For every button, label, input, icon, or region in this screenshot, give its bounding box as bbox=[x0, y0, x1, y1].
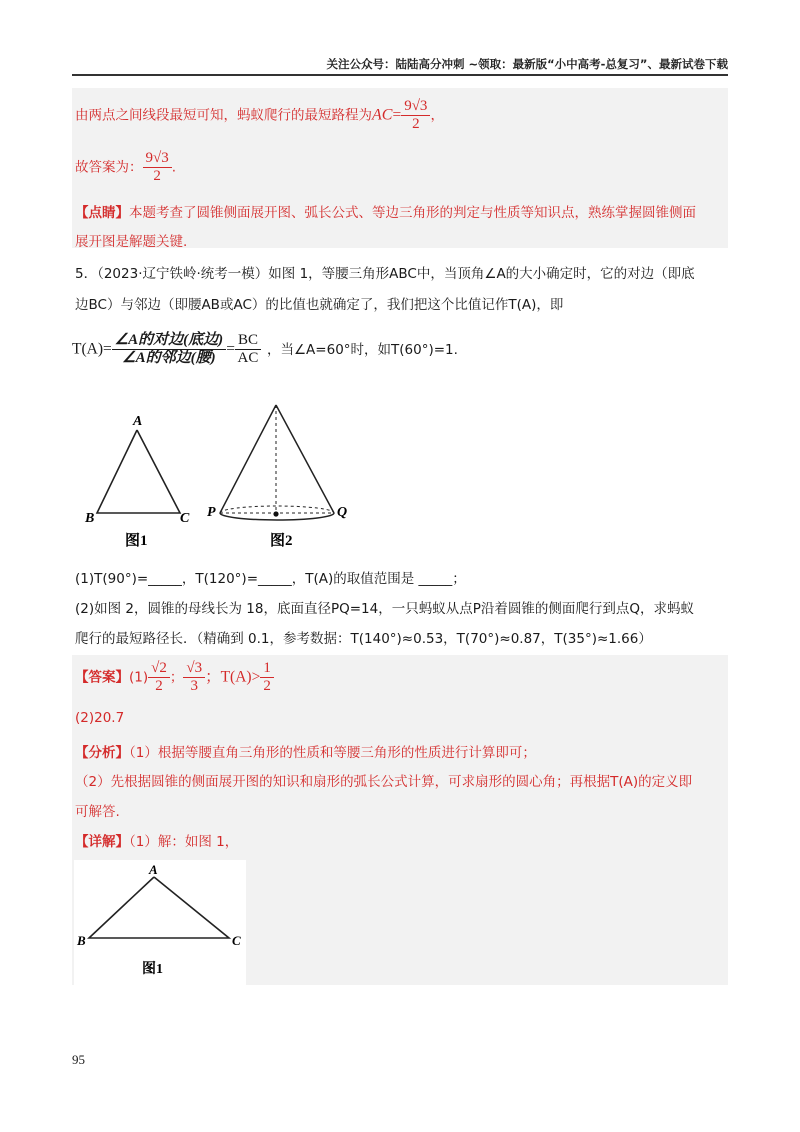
detail-text-1: （1）解：如图 1， bbox=[129, 834, 239, 850]
figure2-cone bbox=[207, 405, 347, 549]
triangle-outline bbox=[97, 430, 180, 513]
solution-figure-vertex-b: B bbox=[77, 933, 86, 948]
analysis-text-1: （1）根据等腰直角三角形的性质和等腰三角形的性质进行计算即可； bbox=[129, 745, 536, 761]
header-rule bbox=[72, 74, 728, 76]
answer-line-1 bbox=[75, 660, 274, 695]
problem-figures bbox=[80, 400, 370, 560]
formula-fraction-bc-ac bbox=[235, 332, 261, 367]
solution-line-1-prefix: 由两点之间线段最短可知，蚂蚁爬行的最短路程为 bbox=[75, 107, 372, 124]
fraction-denominator: 2 bbox=[412, 116, 420, 132]
base-center-dot bbox=[273, 511, 278, 516]
figure1-caption: 图1 bbox=[125, 533, 148, 549]
problem-line-2: 边BC）与邻边（即腰AB或AC）的比值也就确定了，我们把这个比值记作T(A)，即 bbox=[75, 297, 564, 313]
formula-left: T(A)= bbox=[72, 340, 112, 358]
formula-numerator: ∠A的对边(底边) bbox=[112, 332, 226, 350]
question-2-line-2: 爬行的最短路径长．（精确到 0.1，参考数据：T(140°)≈0.53，T(70°)≈0.87，T(35°)≈1.66） bbox=[75, 631, 652, 647]
solution-line-2 bbox=[75, 150, 176, 185]
fraction-numerator: 9√3 bbox=[401, 98, 430, 116]
formula-denominator-ac: AC bbox=[237, 350, 259, 366]
fraction-denominator: 3 bbox=[190, 678, 198, 694]
formula-numerator-bc: BC bbox=[235, 332, 261, 350]
answer-fraction-sqrt3-over-3 bbox=[183, 660, 205, 695]
analysis-line-3: 可解答. bbox=[75, 804, 120, 820]
question-1: (1)T(90°)=_____，T(120°)=_____，T(A)的取值范围是 _____； bbox=[75, 571, 466, 587]
fraction-denominator: 2 bbox=[153, 168, 161, 184]
var-ac: AC bbox=[372, 106, 393, 124]
formula-equals: = bbox=[226, 340, 235, 358]
detail-line-1 bbox=[75, 830, 238, 850]
formula-fraction-words bbox=[112, 332, 226, 367]
cone-slant-right bbox=[276, 405, 334, 513]
answer-1-prefix: (1) bbox=[129, 669, 149, 686]
figure1-vertex-a: A bbox=[133, 414, 143, 429]
equals-sign: = bbox=[392, 106, 402, 124]
fraction-numerator: √3 bbox=[183, 660, 205, 678]
answer-fraction-sqrt2-over-2 bbox=[148, 660, 170, 695]
analysis-line-2: （2）先根据圆锥的侧面展开图的知识和扇形的弧长公式计算，可求扇形的圆心角；再根据T(A)的定义即 bbox=[75, 774, 693, 790]
answer-fraction-1-over-2 bbox=[260, 660, 274, 695]
solution-line-2-suffix: . bbox=[171, 159, 177, 176]
fraction-numerator: √2 bbox=[148, 660, 170, 678]
cone-slant-left bbox=[220, 405, 276, 513]
figure1-vertex-b: B bbox=[85, 511, 95, 526]
solution-line-1 bbox=[75, 98, 444, 133]
analysis-tag: 【分析】 bbox=[75, 745, 129, 761]
fraction-numerator: 9√3 bbox=[143, 150, 172, 168]
detail-tag: 【详解】 bbox=[75, 834, 129, 850]
solution-figure-1 bbox=[74, 860, 246, 985]
problem-line-1: 5．（2023·辽宁铁岭·统考一模）如图 1，等腰三角形ABC中，当顶角∠A的大小确定时，它的对边（即底 bbox=[75, 266, 695, 282]
note-line-1 bbox=[75, 201, 696, 221]
fraction-denominator: 2 bbox=[263, 678, 271, 694]
figure2-caption: 图2 bbox=[270, 533, 293, 549]
answer-fraction bbox=[143, 150, 172, 185]
page-number: 95 bbox=[72, 1052, 85, 1067]
solution-figure-caption: 图1 bbox=[142, 962, 163, 977]
answer-line-2: (2)20.7 bbox=[75, 710, 125, 726]
solution-figure-vertex-a: A bbox=[149, 862, 158, 877]
solution-triangle-outline bbox=[89, 877, 229, 938]
note-text-1: 本题考查了圆锥侧面展开图、弧长公式、等边三角形的判定与性质等知识点，熟练掌握圆锥侧面 bbox=[129, 205, 696, 221]
formula-denominator: ∠A的邻边(腰) bbox=[122, 350, 216, 366]
fraction-denominator: 2 bbox=[155, 678, 163, 694]
analysis-line-1 bbox=[75, 741, 536, 761]
answer-separator-2: ；T(A)> bbox=[205, 668, 261, 686]
note-line-2: 展开图是解题关键. bbox=[75, 234, 188, 250]
formula-right: ，当∠A=60°时，如T(60°)=1. bbox=[266, 341, 458, 358]
solution-line-1-suffix: ， bbox=[430, 107, 444, 124]
figure2-vertex-p: P bbox=[207, 505, 216, 520]
figure1-triangle bbox=[84, 414, 190, 549]
answer-separator-1: ； bbox=[169, 669, 184, 686]
definition-formula bbox=[72, 332, 458, 367]
answer-tag: 【答案】 bbox=[75, 669, 129, 686]
solution-line-2-prefix: 故答案为： bbox=[75, 159, 143, 176]
page-header: 关注公众号：陆陆高分冲刺 ~领取：最新版“小中高考-总复习”、最新试卷下载 bbox=[326, 57, 728, 71]
note-tag: 【点睛】 bbox=[75, 205, 129, 221]
fraction-9sqrt3-over-2 bbox=[401, 98, 430, 133]
question-2-line-1: (2)如图 2，圆锥的母线长为 18，底面直径PQ=14，一只蚂蚁从点P沿着圆锥的侧面爬行到点Q，求蚂蚁 bbox=[75, 601, 694, 617]
figure1-vertex-c: C bbox=[180, 511, 190, 526]
solution-figure-vertex-c: C bbox=[232, 933, 241, 948]
fraction-numerator: 1 bbox=[260, 660, 274, 678]
figure2-vertex-q: Q bbox=[337, 505, 348, 520]
